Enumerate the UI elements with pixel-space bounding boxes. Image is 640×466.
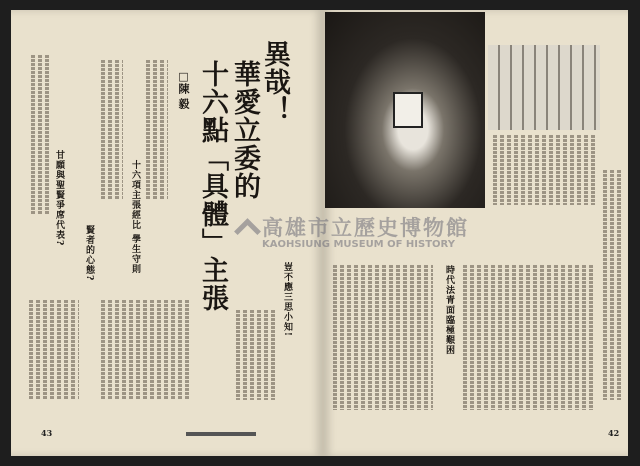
text-block [333, 265, 433, 410]
watermark-name: 高雄市立歷史博物館 [262, 216, 469, 240]
text-column [493, 135, 598, 205]
subheading: 豈不應三思小知! [282, 262, 292, 337]
text-column [603, 170, 623, 400]
page-number: 42 [608, 428, 620, 438]
text-block [463, 265, 593, 410]
title-line-1: 異哉！ [259, 40, 290, 124]
subheading: 甘願與聖賢爭席代表? [54, 150, 64, 247]
page-number: 43 [41, 428, 53, 438]
watermark-english: KAOHSIUNG MUSEUM OF HISTORY [262, 239, 455, 250]
memorial-altar-photo [325, 12, 485, 208]
footer-line [186, 432, 256, 436]
subheading: 十六項主張經比 學生守則 [130, 160, 140, 275]
subheading: 賢者的心態? [84, 225, 94, 282]
portrait-frame [393, 92, 423, 128]
title-line-3: 十六點「具體」主張 [197, 60, 228, 312]
author: □陳 毅 [177, 70, 190, 109]
text-column [31, 55, 49, 215]
title-line-2: 華愛立委的 [229, 60, 260, 200]
memorial-scrolls-photo [488, 45, 600, 130]
subheading: 時代法青面臨極艱困 [444, 265, 454, 355]
text-column [236, 310, 276, 400]
text-column [146, 60, 168, 200]
text-column [101, 300, 191, 400]
text-column [29, 300, 79, 400]
text-column [101, 60, 123, 200]
